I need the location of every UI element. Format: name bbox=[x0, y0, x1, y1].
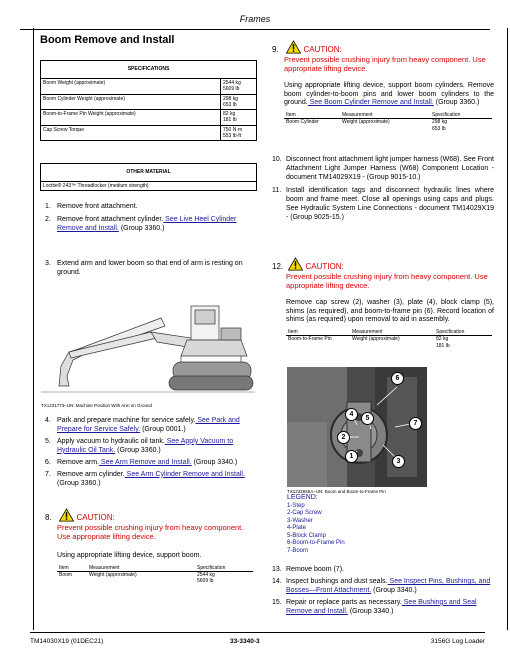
arm-remove-link[interactable]: See Arm Remove and Install. bbox=[99, 458, 192, 466]
caution-label: CAUTION: bbox=[76, 513, 115, 522]
specifications-table bbox=[40, 60, 257, 141]
step-item: 1. Remove front attachment. bbox=[45, 203, 138, 210]
legend-item: 5-Block Clamp bbox=[287, 532, 327, 539]
steps-10-11 bbox=[272, 156, 494, 223]
spec-label: Boom Weight (approximate) bbox=[41, 79, 221, 95]
callout-7: 7 bbox=[409, 417, 422, 430]
steps-1-2 bbox=[45, 203, 257, 234]
spec-label: Boom Cylinder Weight (approximate) bbox=[41, 94, 221, 110]
figure-caption-right: TX1232655A–UN: Boom and Boom-to-Frame Pin bbox=[287, 489, 386, 494]
callout-5: 5 bbox=[361, 412, 374, 425]
spec-label: Boom-to-Frame Pin Weight (approximate) bbox=[41, 110, 221, 126]
step-item: 13. Remove boom (7). bbox=[272, 566, 344, 573]
table-row: Boom Weight (approximate) 2544 kg 5609 lb bbox=[59, 571, 215, 584]
callout-1: 1 bbox=[345, 450, 358, 463]
spec-heading: SPECIFICATIONS bbox=[41, 61, 257, 79]
arm-cylinder-link[interactable]: See Arm Cylinder Remove and Install. bbox=[124, 470, 245, 478]
legend-item: 7-Boom bbox=[287, 547, 309, 554]
live-heel-cylinder-link[interactable]: See Live Heel Cylinder Remove and Install. bbox=[57, 215, 237, 232]
callout-2: 2 bbox=[337, 431, 350, 444]
boom-pin-photo bbox=[287, 367, 427, 487]
table-row: Boom-to-Frame Pin Weight (approximate) 82 kg 181 lb bbox=[288, 336, 450, 349]
step-item: 10. Disconnect front attachment light jumper harness (W68). See Front Attachment Light Jumper Harness (W68) Component Location - document TM14029X19 - (Group 9015-10.) bbox=[272, 156, 494, 181]
machine-position-figure bbox=[41, 288, 255, 400]
step-8-note: Using appropriate lifting device, support boom. bbox=[57, 551, 202, 559]
footer-model: 3156G Log Loader bbox=[430, 638, 485, 645]
step-12: 12. CAUTION: Prevent possible crushing injury from heavy component. Use appropriate lifting device. Remove cap screw (2), washer (3), plate (4), block clamp (5), shims (as required), and boom-to-frame pin (6). Record location of shims (as required) upon removal to aid in assembly. Item Measurement Specification Boom-to-Frame Pin Weight (approximate) 82 kg 181 lb bbox=[272, 257, 494, 349]
other-material-heading: OTHER MATERIAL bbox=[41, 164, 257, 182]
callout-4: 4 bbox=[345, 408, 358, 421]
spec-value: 298 kg 653 lb bbox=[221, 94, 257, 110]
steps-13-15 bbox=[272, 566, 494, 617]
other-material-table bbox=[40, 163, 257, 191]
spec-label: Cap Screw Torque bbox=[41, 125, 221, 141]
legend: LEGEND: 1-Step 2-Cap Screw 3-Washer 4-Plate 5-Block Clamp 6-Boom-to-Frame Pin 7-Boom bbox=[287, 494, 345, 554]
step-item: 5. Apply vacuum to hydraulic oil tank. See Apply Vacuum to Hydraulic Oil Tank. (Group 3360.) bbox=[45, 437, 234, 454]
step-item: 15. Repair or replace parts as necessary. See Bushings and Seal Remove and Install. (Group 3340.) bbox=[272, 598, 477, 615]
caution-icon bbox=[286, 40, 301, 54]
callout-3: 3 bbox=[392, 455, 405, 468]
step-item: 6. Remove arm. See Arm Remove and Install. (Group 3340.) bbox=[45, 458, 238, 466]
table-row bbox=[41, 125, 257, 141]
step-item: 3. Extend arm and lower boom so that end of arm is resting on ground. bbox=[45, 260, 243, 276]
legend-item: 1-Step bbox=[287, 502, 305, 509]
spec-value: 2544 kg 5609 lb bbox=[221, 79, 257, 95]
table-row bbox=[41, 110, 257, 126]
legend-item: 2-Cap Screw bbox=[287, 510, 322, 517]
material-item: Loctite® 243™ Threadlocker (medium strength) bbox=[41, 182, 257, 191]
caution-label: CAUTION: bbox=[305, 262, 344, 271]
table-row bbox=[41, 182, 257, 191]
step-item: 14. Inspect bushings and dust seals. See Inspect Pins, Bushings, and Bosses—Front Attachment. (Group 3340.) bbox=[272, 577, 491, 594]
footer-doc-id: TM14030X19 (01DEC21) bbox=[30, 638, 104, 645]
boom-cylinder-link[interactable]: See Boom Cylinder Remove and Install. bbox=[307, 99, 434, 107]
boom-spec-table: Item Measurement Specification Boom Weight (approximate) 2544 kg 5609 lb bbox=[57, 565, 253, 585]
step-item: 4. Park and prepare machine for service safely. See Park and Prepare for Service Safely. (Group 0001.) bbox=[45, 417, 240, 433]
pin-spec-table: Item Measurement Specification Boom-to-Frame Pin Weight (approximate) 82 kg 181 lb bbox=[286, 329, 492, 349]
spec-value: 750 N·m 553 lb·ft bbox=[221, 125, 257, 141]
callout-6: 6 bbox=[391, 372, 404, 385]
steps-4-7 bbox=[45, 417, 257, 489]
bushings-seal-link[interactable]: See Bushings and Seal Remove and Install. bbox=[286, 598, 477, 615]
caution-text: Prevent possible crushing injury from heavy component. Use appropriate lifting device. bbox=[57, 523, 244, 542]
step-9-note: Using appropriate lifting device, support boom cylinders. Remove boom cylinder-to-boom pins and lower boom cylinders to the ground. See Boom Cylinder Remove and Install. (Group 3360.) bbox=[284, 81, 494, 107]
step-9: 9. CAUTION: Prevent possible crushing injury from heavy component. Use appropriate lifting device. Using appropriate lifting device, support boom cylinders. Remove boom cylinder-to-boom pins and lower boom cylinders to the ground. See Boom Cylinder Remove and Install. (Group 3360.) Item Measurement Specification Boom Cylinder Weight (approximate) 298 kg 653 lb bbox=[272, 40, 494, 132]
legend-item: 4-Plate bbox=[287, 525, 307, 532]
step-item: 11. Install identification tags and disconnect hydraulic lines where boom and frame meet. Close all openings using caps and plugs. See Hydraulic System Line Connections - document TM14029X19 - (Group 9025-15.) bbox=[272, 186, 494, 221]
caution-icon bbox=[59, 508, 74, 522]
section-title: Boom Remove and Install bbox=[40, 34, 175, 46]
caution-label: CAUTION: bbox=[303, 45, 342, 54]
step-item: 7. Remove arm cylinder. See Arm Cylinder Remove and Install. (Group 3360.) bbox=[45, 470, 245, 487]
footer-page-number: 33-3340-3 bbox=[230, 638, 260, 645]
legend-item: 3-Washer bbox=[287, 517, 313, 524]
inspect-pins-link[interactable]: See Inspect Pins, Bushings, and Bosses—Front Attachment. bbox=[286, 577, 491, 594]
header-title: Frames bbox=[239, 14, 271, 24]
page-footer bbox=[30, 632, 485, 648]
park-prepare-link[interactable]: See Park and Prepare for Service Safely. bbox=[57, 417, 240, 433]
table-row bbox=[41, 79, 257, 95]
table-row: Boom Cylinder Weight (approximate) 298 kg 653 lb bbox=[286, 119, 448, 132]
caution-icon bbox=[288, 257, 303, 271]
caution-text: Prevent possible crushing injury from heavy component. Use appropriate lifting device. bbox=[284, 55, 486, 74]
spec-value: 82 kg 181 lb bbox=[221, 110, 257, 126]
legend-item: 6-Boom-to-Frame Pin bbox=[287, 540, 345, 547]
boom-cylinder-spec-table: Item Measurement Specification Boom Cylinder Weight (approximate) 298 kg 653 lb bbox=[284, 112, 492, 132]
step-item: 2. Remove front attachment cylinder. See Live Heel Cylinder Remove and Install. (Group 3360.) bbox=[45, 215, 237, 232]
step-12-note: Remove cap screw (2), washer (3), plate (4), block clamp (5), shims (as required), and boom-to-frame pin (6). Record location of shims (as required) upon removal to aid in assembly. bbox=[286, 298, 494, 324]
footer-rule bbox=[30, 632, 485, 633]
log-loader-illustration bbox=[41, 288, 255, 400]
apply-vacuum-link[interactable]: See Apply Vacuum to Hydraulic Oil Tank. bbox=[57, 437, 234, 454]
table-row bbox=[41, 94, 257, 110]
caution-text: Prevent possible crushing injury from heavy component. Use appropriate lifting device. bbox=[286, 272, 488, 291]
step-8: 8. CAUTION: Prevent possible crushing injury from heavy component. Use appropriate lifting device. Using appropriate lifting device, support boom. Item Measurement Specification Boom Weight (approximate) 2544 kg 5609 lb bbox=[45, 508, 257, 584]
figure-caption-left: TX1231773–UN: Machine Position With Arm on Ground bbox=[41, 403, 153, 408]
boom-pin-illustration bbox=[287, 367, 427, 487]
